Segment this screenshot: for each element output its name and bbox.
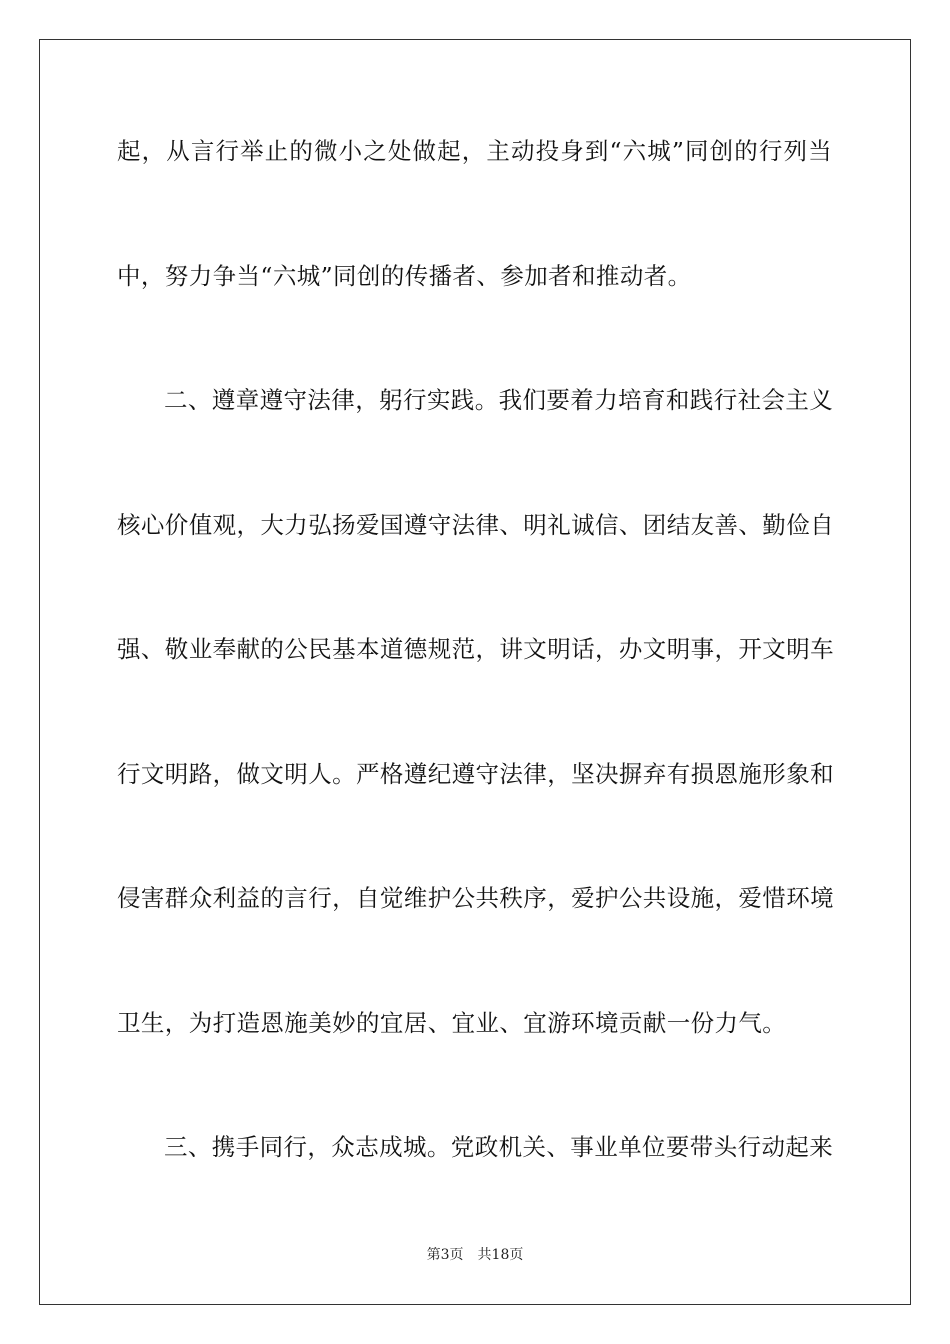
paragraph-line: 二、遵章遵守法律，躬行实践。我们要着力培育和践行社会主义 bbox=[164, 386, 834, 414]
paragraph-line: 强、敬业奉献的公民基本道德规范，讲文明话，办文明事，开文明车 bbox=[117, 635, 834, 663]
paragraph-line: 行文明路，做文明人。严格遵纪遵守法律，坚决摒弃有损恩施形象和 bbox=[117, 760, 834, 788]
total-pages: 共18页 bbox=[477, 1247, 524, 1263]
paragraph-line: 起，从言行举止的微小之处做起，主动投身到“六城”同创的行列当 bbox=[117, 137, 832, 165]
paragraph-line: 卫生，为打造恩施美妙的宜居、宜业、宜游环境贡献一份力气。 bbox=[117, 1009, 787, 1037]
paragraph-line: 核心价值观，大力弘扬爱国遵守法律、明礼诚信、团结友善、勤俭自 bbox=[117, 511, 834, 539]
paragraph-line: 三、携手同行，众志成城。党政机关、事业单位要带头行动起来 bbox=[164, 1133, 834, 1161]
page-number: 第3页 bbox=[426, 1247, 464, 1263]
paragraph-line: 侵害群众利益的言行，自觉维护公共秩序，爱护公共设施，爱惜环境 bbox=[117, 884, 834, 912]
paragraph-line: 中，努力争当“六城”同创的传播者、参加者和推动者。 bbox=[117, 262, 692, 290]
page-border bbox=[39, 39, 911, 1305]
page-footer bbox=[0, 1246, 950, 1264]
